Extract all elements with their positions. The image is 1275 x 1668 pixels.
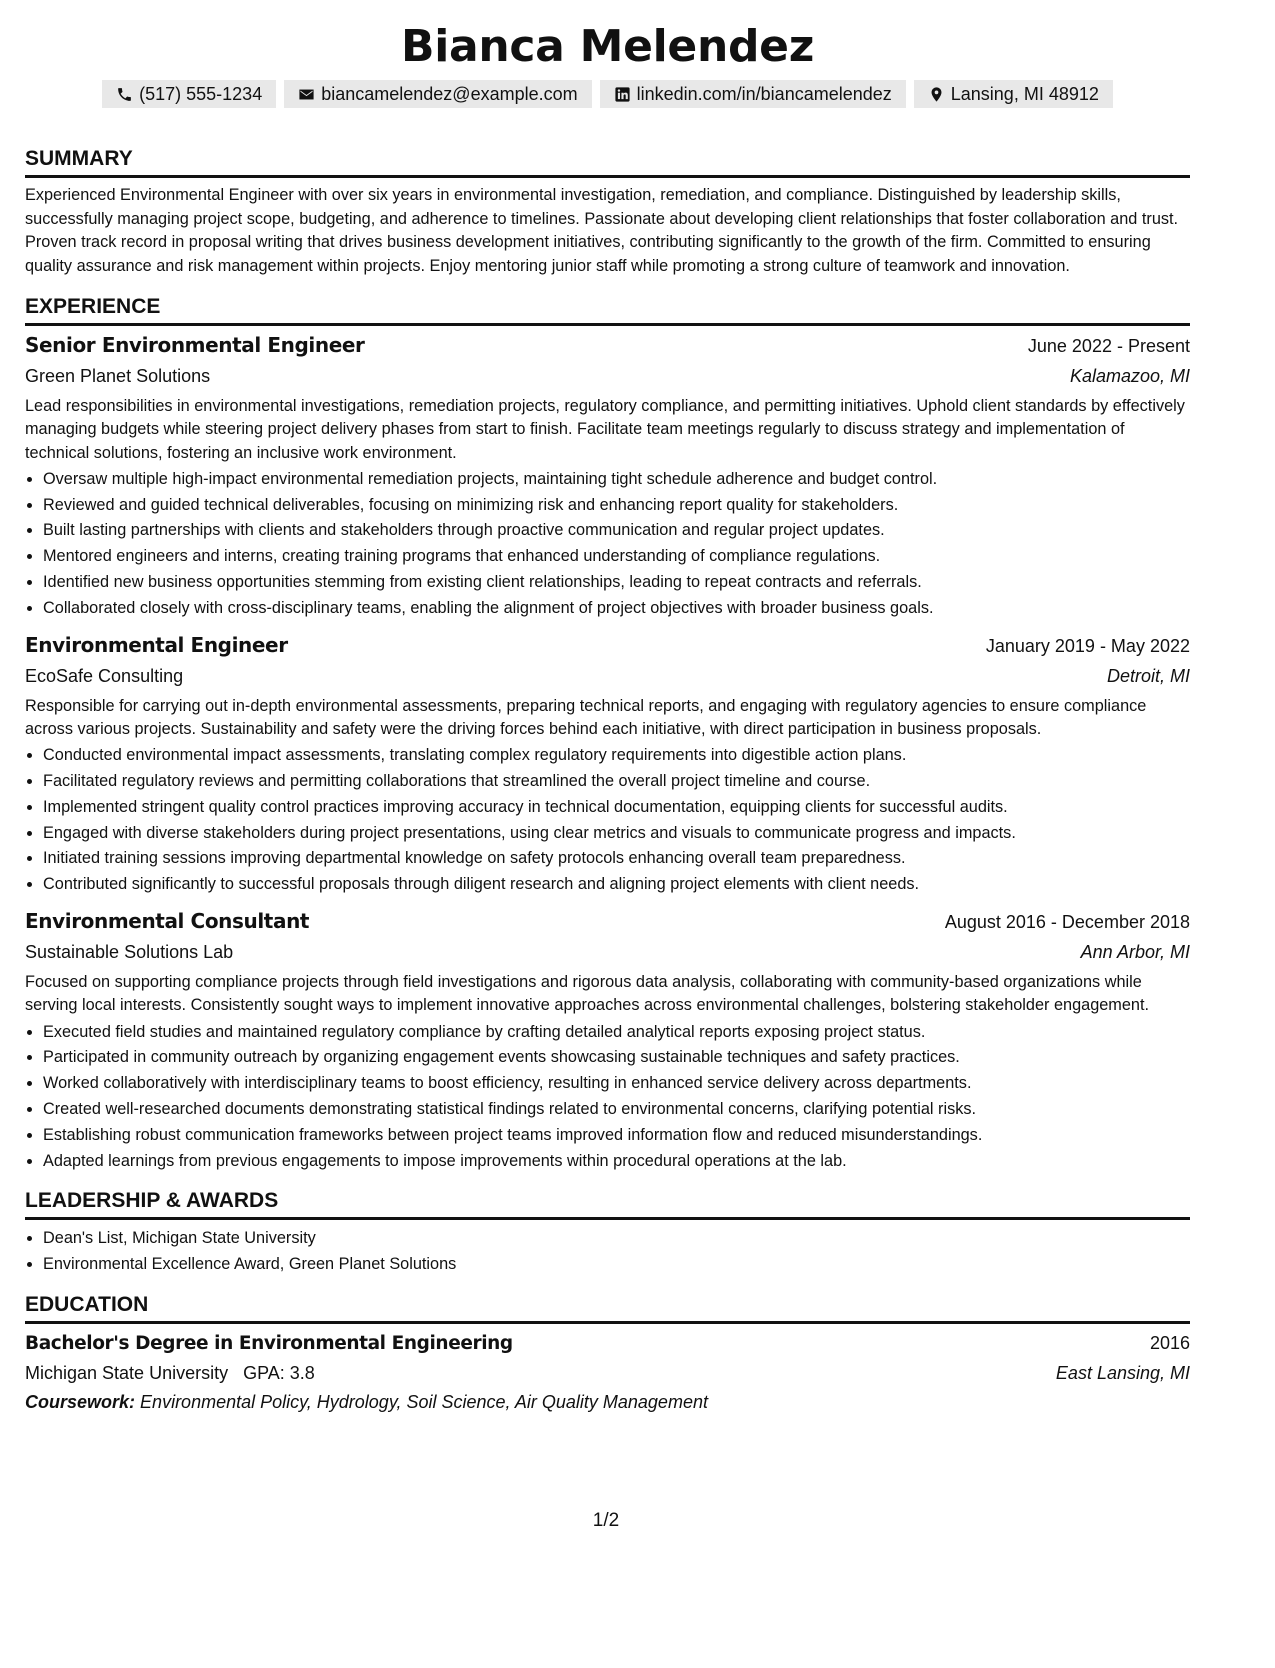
job-bullet: • Participated in community outreach by organizing engagement events showcasing sustainable techniques and safety practices. xyxy=(43,1045,1190,1071)
phone-text: (517) 555-1234 xyxy=(139,84,263,104)
summary-section xyxy=(25,146,1190,278)
job-location: Detroit, MI xyxy=(1106,665,1190,686)
contact-email[interactable] xyxy=(284,80,591,108)
award-item: • Dean's List, Michigan State University xyxy=(43,1226,1190,1252)
gpa: GPA: 3.8 xyxy=(243,1363,315,1384)
education-section xyxy=(25,1292,1190,1417)
job-bullet: • Establishing robust communication frameworks between project teams improved information flow and reduced misunderstandings. xyxy=(43,1123,1190,1149)
job-bullet: • Built lasting partnerships with clients and stakeholders through proactive communication and regular project updates. xyxy=(43,518,1190,544)
coursework-list: Environmental Policy, Hydrology, Soil Science, Air Quality Management xyxy=(140,1392,708,1413)
job-bullet: • Collaborated closely with cross-disciplinary teams, enabling the alignment of project objectives with broader business goals. xyxy=(43,596,1190,622)
summary-heading: SUMMARY xyxy=(25,146,1190,178)
job-company: Sustainable Solutions Lab xyxy=(25,942,234,963)
job-description: Responsible for carrying out in-depth environmental assessments, preparing technical reports, and engaging with regulatory agencies to ensure compliance across various projects. Sustainability and safety were the driving forces behind each initiative, with direct participation in business proposals. xyxy=(25,696,1147,738)
graduation-year: 2016 xyxy=(1149,1333,1190,1354)
job-dates: August 2016 - December 2018 xyxy=(944,912,1190,933)
map-pin-icon xyxy=(928,86,945,103)
job-bullet: • Worked collaboratively with interdisciplinary teams to boost efficiency, resulting in enhanced service delivery across departments. xyxy=(43,1071,1190,1097)
job-bullet: • Identified new business opportunities stemming from existing client relationships, leading to repeat contracts and referrals. xyxy=(43,570,1190,596)
awards-heading: LEADERSHIP & AWARDS xyxy=(25,1188,1190,1220)
job-bullets xyxy=(25,467,1190,622)
location-text: Lansing, MI 48912 xyxy=(950,84,1099,104)
linkedin-text: linkedin.com/in/biancamelendez xyxy=(636,84,892,104)
job-description: Lead responsibilities in environmental investigations, remediation projects, regulatory compliance, and permitting initiatives. Uphold client standards by effectively managing budgets while steering project delivery phases from start to finish. Facilitate team meetings regularly to discuss strategy and implementation of technical solutions, fostering an inclusive work environment. xyxy=(25,397,1185,462)
awards-section xyxy=(25,1188,1190,1278)
job-title: Environmental Consultant xyxy=(25,909,310,934)
job-location: Kalamazoo, MI xyxy=(1069,366,1190,386)
job-bullets xyxy=(25,743,1190,898)
job-bullet: • Implemented stringent quality control practices improving accuracy in technical documentation, equipping clients for successful audits. xyxy=(43,795,1190,821)
coursework-line xyxy=(25,1388,1190,1417)
resume-page xyxy=(0,18,1275,1668)
job-bullet: • Facilitated regulatory reviews and permitting collaborations that streamlined the overall project timeline and course. xyxy=(43,769,1190,795)
experience-section xyxy=(25,294,1190,1174)
job-bullet: • Engaged with diverse stakeholders during project presentations, using clear metrics and visuals to communicate progress and impacts. xyxy=(43,821,1190,847)
job-bullet: • Reviewed and guided technical deliverables, focusing on minimizing risk and enhancing report quality for stakeholders. xyxy=(43,493,1190,519)
job-bullet: • Adapted learnings from previous engagements to impose improvements within procedural operations at the lab. xyxy=(43,1149,1190,1175)
job-title: Senior Environmental Engineer xyxy=(25,333,365,357)
linkedin-icon xyxy=(614,86,631,103)
job-bullet: • Mentored engineers and interns, creating training programs that enhanced understanding of compliance regulations. xyxy=(43,544,1190,570)
candidate-name: Bianca Melendez xyxy=(400,21,815,72)
award-item: • Environmental Excellence Award, Green Planet Solutions xyxy=(43,1252,1190,1278)
contact-location[interactable] xyxy=(914,80,1113,108)
job-company: EcoSafe Consulting xyxy=(25,665,184,686)
job-bullet: • Created well-researched documents demonstrating statistical findings related to environmental concerns, clarifying potential risks. xyxy=(43,1097,1190,1123)
summary-text: Experienced Environmental Engineer with over six years in environmental investigation, remediation, and compliance. Distinguished by leadership skills, successfully managing project scope, budgeting, and adherence to timelines. Passionate about developing client relationships that foster collaboration and trust. Proven track record in proposal writing that drives business development initiatives, contributing significantly to the growth of the firm. Committed to ensuring quality assurance and risk management within projects. Enjoy mentoring junior staff while promoting a strong culture of teamwork and innovation. xyxy=(25,186,1179,275)
job-entry xyxy=(25,630,1190,898)
job-dates: June 2022 - Present xyxy=(1027,336,1190,356)
degree-title: Bachelor's Degree in Environmental Engineering xyxy=(25,1333,513,1355)
job-bullet: • Contributed significantly to successful proposals through diligent research and aligning project elements with client needs. xyxy=(43,872,1190,898)
job-dates: January 2019 - May 2022 xyxy=(985,635,1190,656)
school-name: Michigan State University xyxy=(25,1363,229,1384)
job-entry xyxy=(25,906,1190,1174)
job-bullet: • Conducted environmental impact assessments, translating complex regulatory requirements into digestible action plans. xyxy=(43,743,1190,769)
contact-phone[interactable] xyxy=(102,80,276,108)
job-bullet: • Executed field studies and maintained regulatory compliance by crafting detailed analytical reports exposing project status. xyxy=(43,1020,1190,1046)
contact-bar xyxy=(25,80,1190,108)
awards-list xyxy=(25,1226,1190,1278)
job-entry xyxy=(25,330,1190,622)
school-location: East Lansing, MI xyxy=(1055,1363,1190,1384)
job-company: Green Planet Solutions xyxy=(25,366,211,386)
page-number: 1/2 xyxy=(592,1510,620,1531)
contact-linkedin[interactable] xyxy=(600,80,906,108)
job-bullet: • Oversaw multiple high-impact environmental remediation projects, maintaining tight schedule adherence and budget control. xyxy=(43,467,1190,493)
school-line xyxy=(25,1358,315,1388)
envelope-icon xyxy=(298,86,315,103)
education-heading: EDUCATION xyxy=(25,1292,1190,1324)
coursework-label: Coursework: xyxy=(25,1392,136,1413)
job-bullets xyxy=(25,1020,1190,1175)
email-text: biancamelendez@example.com xyxy=(321,84,578,104)
experience-heading: EXPERIENCE xyxy=(25,294,1190,326)
job-bullet: • Initiated training sessions improving departmental knowledge on safety protocols enhancing overall team preparedness. xyxy=(43,846,1190,872)
job-title: Environmental Engineer xyxy=(25,632,288,657)
job-location: Ann Arbor, MI xyxy=(1080,942,1190,963)
job-description: Focused on supporting compliance projects through field investigations and rigorous data analysis, collaborating with community-based organizations while serving local interests. Consistently sought ways to implement innovative approaches across environmental challenges, bolstering stakeholder engagement. xyxy=(25,973,1150,1015)
phone-icon xyxy=(116,86,133,103)
